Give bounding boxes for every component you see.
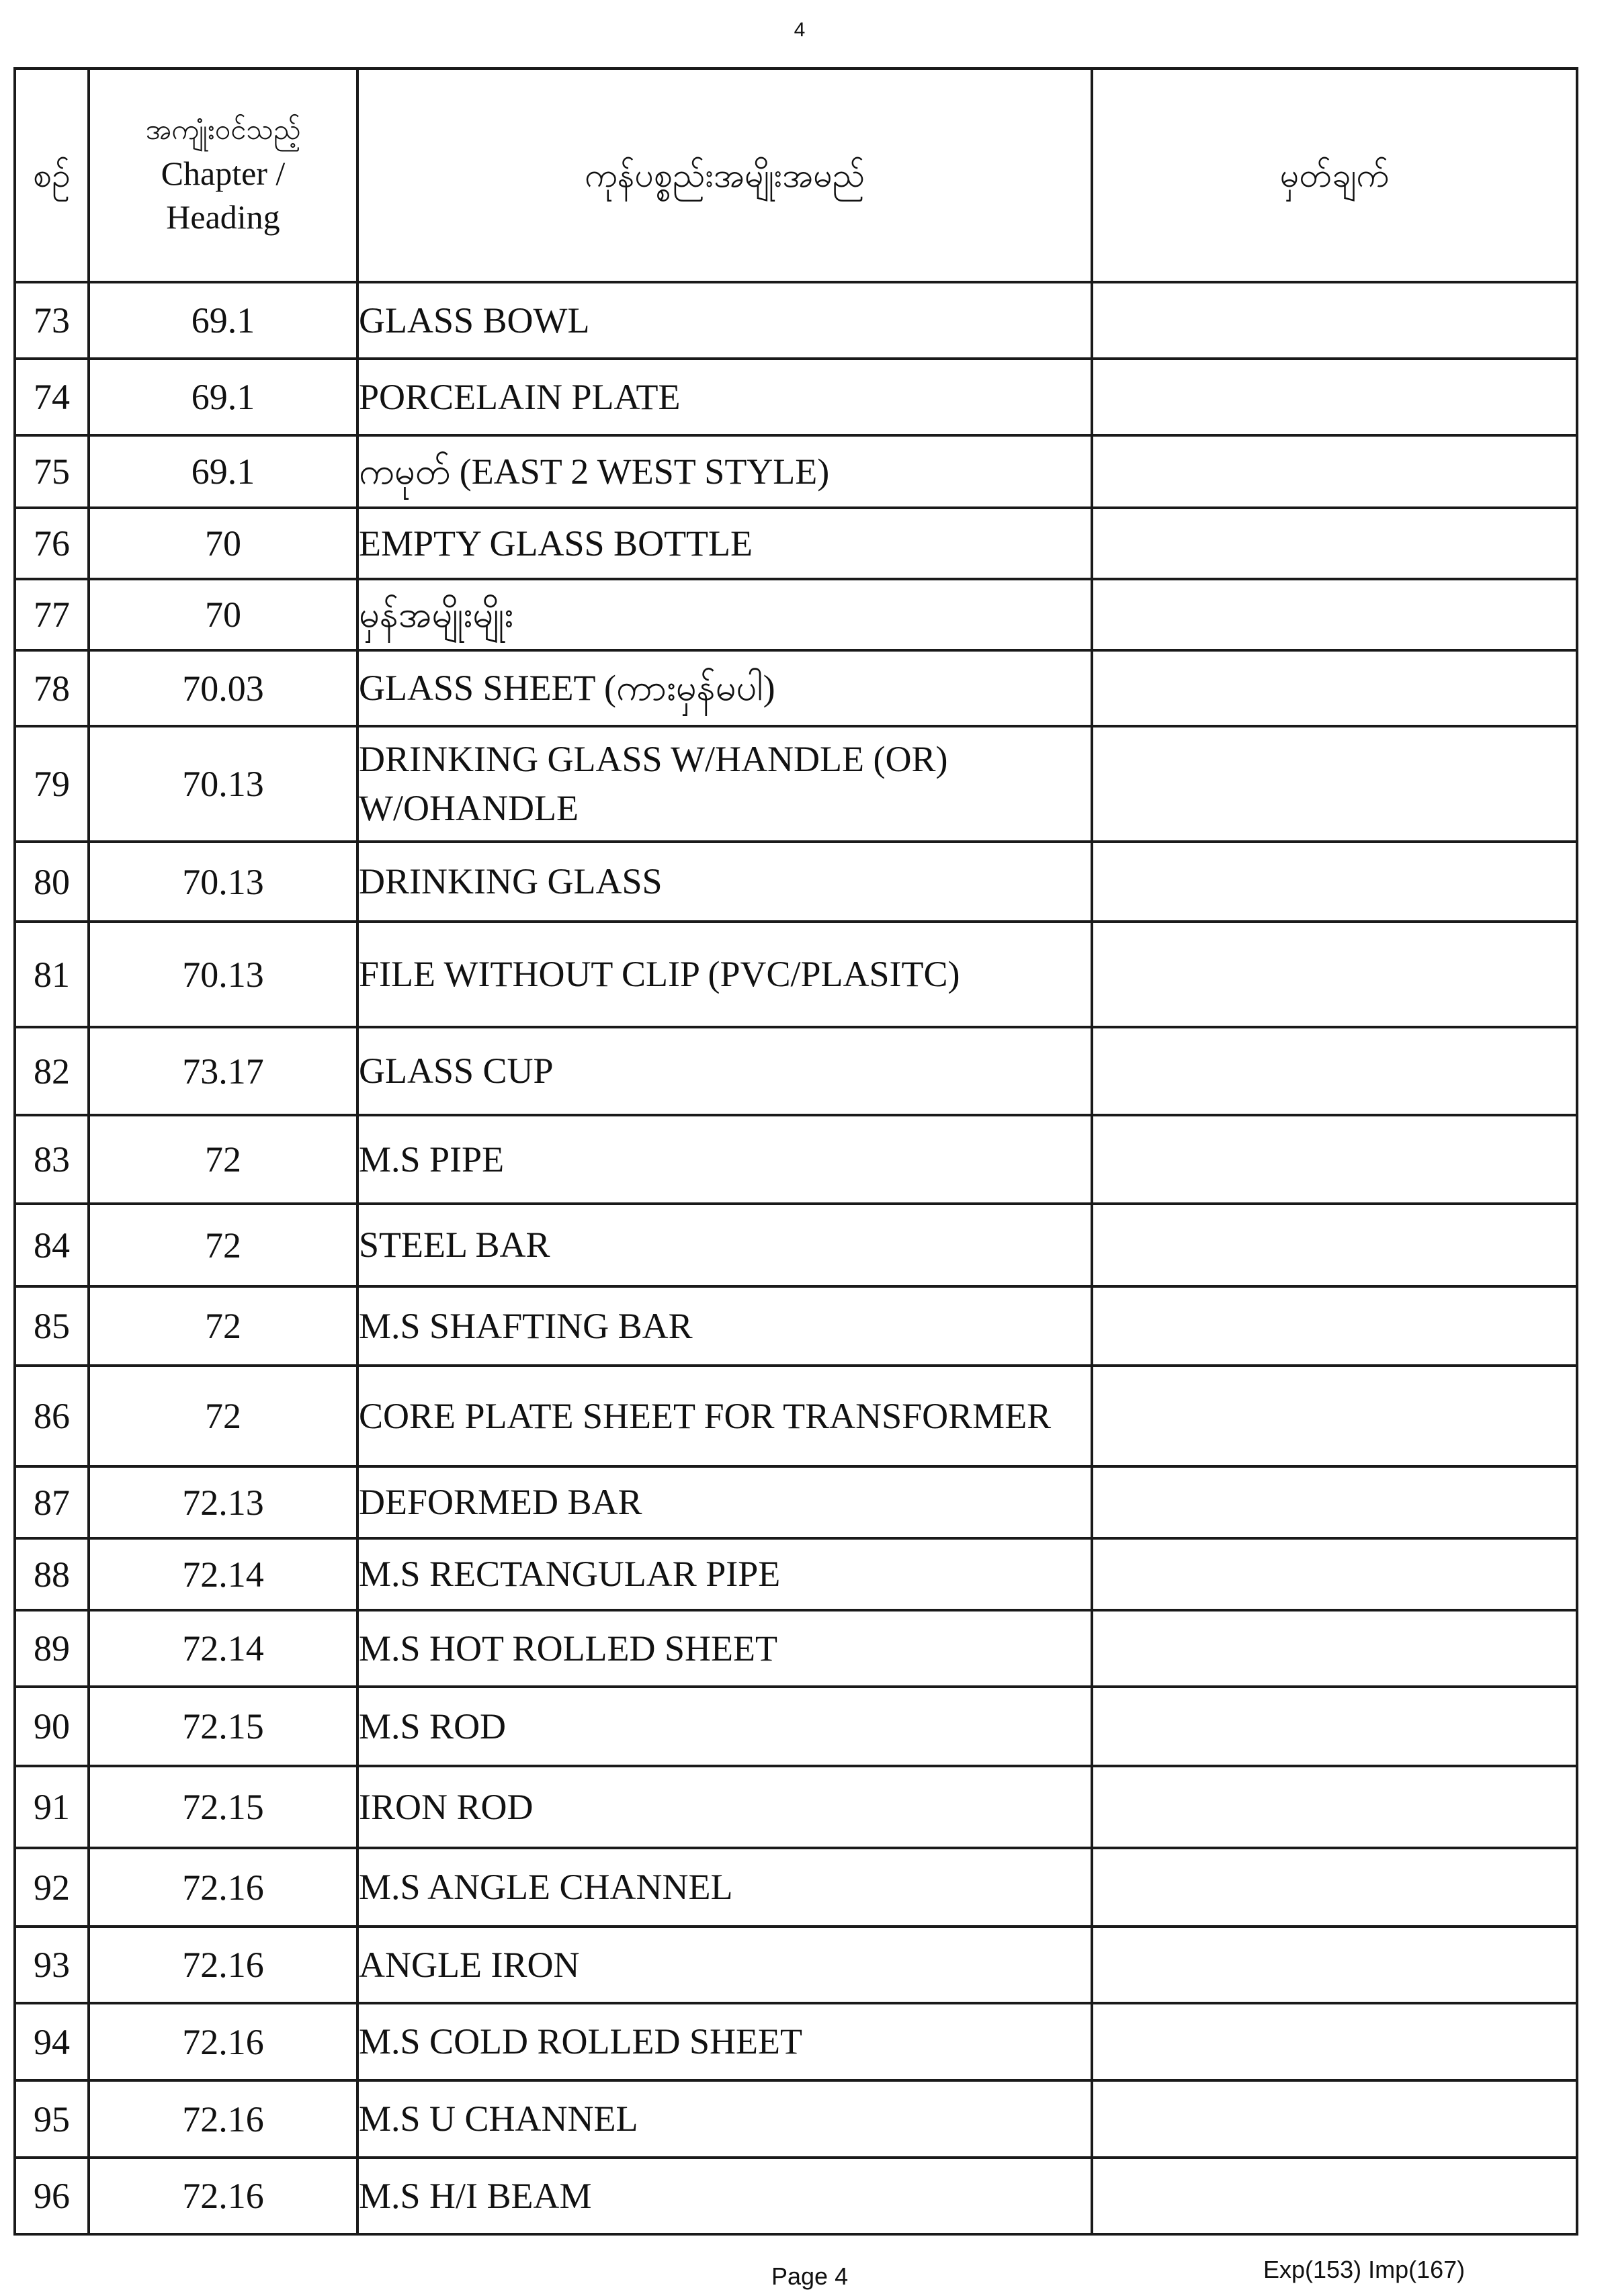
serial-number-cell: 85 (15, 1286, 89, 1366)
description-cell: GLASS CUP (357, 1027, 1092, 1115)
chapter-heading-cell: 72.16 (89, 2158, 357, 2234)
description-cell: M.S SHAFTING BAR (357, 1286, 1092, 1366)
description-cell: ANGLE IRON (357, 1927, 1092, 2003)
remark-cell (1092, 1927, 1577, 2003)
remark-cell (1092, 282, 1577, 359)
chapter-heading-cell: 70.03 (89, 650, 357, 726)
table-header (15, 69, 1577, 282)
serial-number-cell: 96 (15, 2158, 89, 2234)
description-cell: M.S ANGLE CHANNEL (357, 1848, 1092, 1927)
remark-cell (1092, 1027, 1577, 1115)
table-row (15, 1538, 1577, 1610)
chapter-heading-cell: 72.14 (89, 1538, 357, 1610)
goods-table (13, 67, 1578, 2236)
serial-number-cell: 88 (15, 1538, 89, 1610)
chapter-heading-cell: 70 (89, 508, 357, 579)
table-row (15, 1366, 1577, 1466)
description-cell: GLASS SHEET (ကားမှန်မပါ) (357, 650, 1092, 726)
serial-number-cell: 83 (15, 1115, 89, 1204)
serial-number-cell: 82 (15, 1027, 89, 1115)
table-row (15, 922, 1577, 1027)
description-cell: M.S ROD (357, 1687, 1092, 1766)
remark-cell (1092, 1848, 1577, 1927)
serial-number-cell: 80 (15, 842, 89, 922)
table-row (15, 650, 1577, 726)
serial-number-cell: 76 (15, 508, 89, 579)
description-cell: FILE WITHOUT CLIP (PVC/PLASITC) (357, 922, 1092, 1027)
table-row (15, 1204, 1577, 1286)
chapter-heading-cell: 72 (89, 1366, 357, 1466)
table-row (15, 579, 1577, 650)
table-row (15, 1766, 1577, 1848)
serial-number-cell: 84 (15, 1204, 89, 1286)
remark-cell (1092, 508, 1577, 579)
serial-number-cell: 74 (15, 359, 89, 435)
description-cell: M.S H/I BEAM (357, 2158, 1092, 2234)
header-remark: မှတ်ချက် (1092, 69, 1577, 282)
table-row (15, 1115, 1577, 1204)
remark-cell (1092, 2080, 1577, 2158)
description-cell: ကမုတ် (EAST 2 WEST STYLE) (357, 435, 1092, 508)
serial-number-cell: 73 (15, 282, 89, 359)
table-row (15, 2158, 1577, 2234)
description-cell: STEEL BAR (357, 1204, 1092, 1286)
chapter-heading-cell: 72.13 (89, 1466, 357, 1538)
remark-cell (1092, 1687, 1577, 1766)
serial-number-cell: 89 (15, 1610, 89, 1687)
header-chapter-en-2: Heading (166, 198, 280, 236)
remark-cell (1092, 726, 1577, 842)
chapter-heading-cell: 72.14 (89, 1610, 357, 1687)
chapter-heading-cell: 72.15 (89, 1687, 357, 1766)
chapter-heading-cell: 73.17 (89, 1027, 357, 1115)
header-chapter-en-1: Chapter / (161, 154, 286, 193)
description-cell: PORCELAIN PLATE (357, 359, 1092, 435)
chapter-heading-cell: 72.16 (89, 2003, 357, 2080)
table-row (15, 508, 1577, 579)
chapter-heading-cell: 69.1 (89, 359, 357, 435)
table-row (15, 1286, 1577, 1366)
chapter-heading-cell: 72 (89, 1286, 357, 1366)
chapter-heading-cell: 69.1 (89, 282, 357, 359)
header-serial-number: စဉ် (15, 69, 89, 282)
description-cell: IRON ROD (357, 1766, 1092, 1848)
table-row (15, 1610, 1577, 1687)
serial-number-cell: 92 (15, 1848, 89, 1927)
footer-page-label: Page 4 (771, 2262, 849, 2290)
serial-number-cell: 81 (15, 922, 89, 1027)
chapter-heading-cell: 72.16 (89, 1848, 357, 1927)
chapter-heading-cell: 70.13 (89, 726, 357, 842)
description-cell: M.S RECTANGULAR PIPE (357, 1538, 1092, 1610)
serial-number-cell: 91 (15, 1766, 89, 1848)
remark-cell (1092, 579, 1577, 650)
remark-cell (1092, 1538, 1577, 1610)
serial-number-cell: 86 (15, 1366, 89, 1466)
page-number-top: 4 (794, 19, 806, 41)
description-cell: M.S U CHANNEL (357, 2080, 1092, 2158)
description-cell: GLASS BOWL (357, 282, 1092, 359)
remark-cell (1092, 435, 1577, 508)
chapter-heading-cell: 72.15 (89, 1766, 357, 1848)
serial-number-cell: 94 (15, 2003, 89, 2080)
table-row (15, 1687, 1577, 1766)
table-body (15, 282, 1577, 2234)
footer-reference: Exp(153) Imp(167) (1263, 2256, 1466, 2283)
header-chapter-mm: အကျုံးဝင်သည့် (145, 112, 301, 146)
remark-cell (1092, 1610, 1577, 1687)
serial-number-cell: 77 (15, 579, 89, 650)
table-row (15, 2003, 1577, 2080)
description-cell: မှန်အမျိုးမျိုး (357, 579, 1092, 650)
serial-number-cell: 87 (15, 1466, 89, 1538)
serial-number-cell: 75 (15, 435, 89, 508)
table-row (15, 1466, 1577, 1538)
remark-cell (1092, 2003, 1577, 2080)
remark-cell (1092, 1115, 1577, 1204)
description-cell: M.S HOT ROLLED SHEET (357, 1610, 1092, 1687)
serial-number-cell: 78 (15, 650, 89, 726)
remark-cell (1092, 1204, 1577, 1286)
remark-cell (1092, 1766, 1577, 1848)
chapter-heading-cell: 72 (89, 1204, 357, 1286)
table-row (15, 842, 1577, 922)
table-row (15, 1927, 1577, 2003)
remark-cell (1092, 359, 1577, 435)
table-row (15, 726, 1577, 842)
description-cell: M.S COLD ROLLED SHEET (357, 2003, 1092, 2080)
chapter-heading-cell: 70.13 (89, 922, 357, 1027)
serial-number-cell: 95 (15, 2080, 89, 2158)
description-cell: EMPTY GLASS BOTTLE (357, 508, 1092, 579)
description-cell: M.S PIPE (357, 1115, 1092, 1204)
table-row (15, 282, 1577, 359)
description-cell: DRINKING GLASS (357, 842, 1092, 922)
remark-cell (1092, 922, 1577, 1027)
description-cell: DEFORMED BAR (357, 1466, 1092, 1538)
chapter-heading-cell: 69.1 (89, 435, 357, 508)
table-row (15, 359, 1577, 435)
header-description: ကုန်ပစ္စည်းအမျိုးအမည် (357, 69, 1092, 282)
chapter-heading-cell: 70.13 (89, 842, 357, 922)
table-row (15, 1848, 1577, 1927)
description-cell: DRINKING GLASS W/HANDLE (OR) W/OHANDLE (357, 726, 1092, 842)
description-cell: CORE PLATE SHEET FOR TRANSFORMER (357, 1366, 1092, 1466)
remark-cell (1092, 1366, 1577, 1466)
remark-cell (1092, 650, 1577, 726)
serial-number-cell: 93 (15, 1927, 89, 2003)
serial-number-cell: 90 (15, 1687, 89, 1766)
table-row (15, 435, 1577, 508)
serial-number-cell: 79 (15, 726, 89, 842)
header-chapter-heading (89, 69, 357, 282)
table-row (15, 1027, 1577, 1115)
remark-cell (1092, 2158, 1577, 2234)
remark-cell (1092, 842, 1577, 922)
table-row (15, 2080, 1577, 2158)
chapter-heading-cell: 72.16 (89, 1927, 357, 2003)
header-row (15, 69, 1577, 282)
chapter-heading-cell: 72.16 (89, 2080, 357, 2158)
chapter-heading-cell: 72 (89, 1115, 357, 1204)
remark-cell (1092, 1466, 1577, 1538)
remark-cell (1092, 1286, 1577, 1366)
chapter-heading-cell: 70 (89, 579, 357, 650)
